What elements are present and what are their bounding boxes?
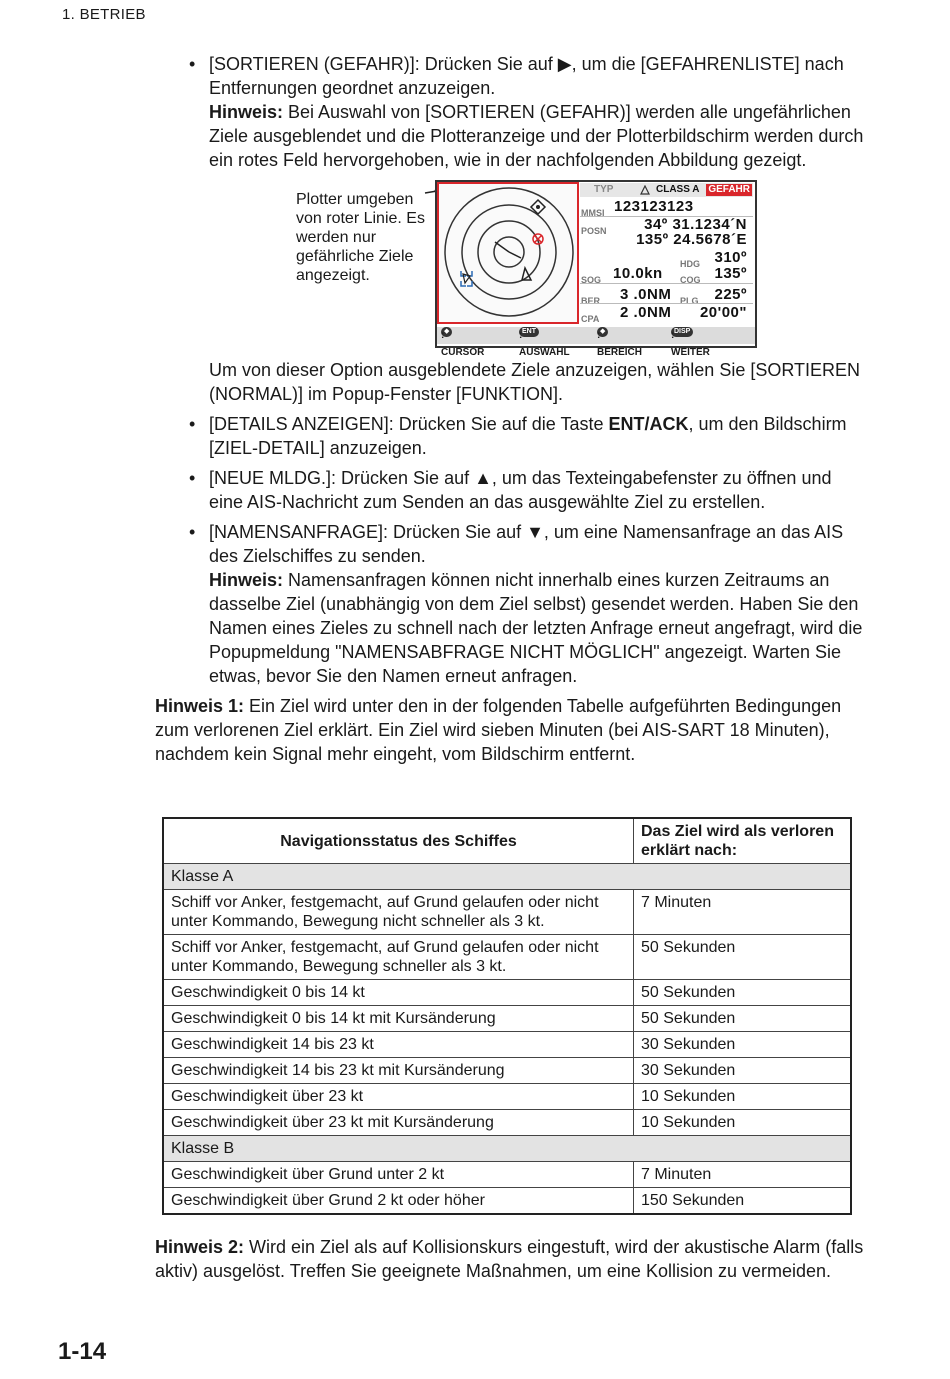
status-cell: Geschwindigkeit 0 bis 14 kt mit Kursänderung (163, 1006, 634, 1032)
section-label: Klasse A (163, 864, 851, 890)
status-cell: Geschwindigkeit 14 bis 23 kt (163, 1032, 634, 1058)
status-cell: Schiff vor Anker, festgemacht, auf Grund gelaufen oder nicht unter Kommando, Bewegung nicht schneller als 3 kt. (163, 890, 634, 935)
table-row (163, 1032, 851, 1058)
bullet-text: [NEUE MLDG.]: Drücken Sie auf ▲, um das Texteingabefenster zu öffnen und eine AIS-Nachricht zum Senden an das ausgewählte Ziel zu erstellen. (209, 468, 832, 512)
figure-caption: Plotter umgeben von roter Linie. Es werden nur gefährliche Ziele angezeigt. (296, 191, 425, 284)
target-info-panel (580, 183, 753, 325)
class-label: CLASS A (656, 184, 700, 195)
key-label: ENT/ACK (608, 414, 689, 434)
lost-after-cell: 7 Minuten (634, 890, 852, 935)
ber-label: BER (581, 296, 601, 306)
cog-label: COG (680, 275, 701, 285)
bullet-text: [NAMENSANFRAGE]: Drücken Sie auf ▼, um eine Namensanfrage an das AIS des Zielschiffes zu senden. (209, 522, 844, 566)
lost-after-cell: 10 Sekunden (634, 1084, 852, 1110)
lost-after-cell: 50 Sekunden (634, 1006, 852, 1032)
bullet-text: , um den Bildschirm [ZIEL-DETAIL] anzuzeigen. (209, 414, 847, 458)
table-row (163, 1110, 851, 1136)
lost-target-table (162, 817, 852, 1215)
status-cell: Geschwindigkeit 0 bis 14 kt (163, 980, 634, 1006)
column-header-lost-after: Das Ziel wird als verloren erklärt nach: (634, 818, 852, 864)
ship-type-icon (638, 185, 652, 195)
note-text: Bei Auswahl von [SORTIEREN (GEFAHR)] werden alle ungefährlichen Ziele ausgeblendet und die Plotteranzeige und der Plotterbildschirm werden durch ein rotes Feld hervorgehoben, wie in der nachfolgenden Abbildung gezeigt. (209, 102, 864, 170)
table-row (163, 935, 851, 980)
note-label: Hinweis 1: (155, 696, 245, 716)
status-cell: Schiff vor Anker, festgemacht, auf Grund gelaufen oder nicht unter Kommando, Bewegung schneller als 3 kt. (163, 935, 634, 980)
sog-value: 10.0kn (613, 265, 663, 282)
lost-after-cell: 150 Sekunden (634, 1188, 852, 1215)
ais-display-screen (435, 180, 757, 358)
ent-key-icon: ENT (519, 327, 539, 337)
tcpa-value: 20'00" (699, 304, 747, 321)
info-header (580, 183, 753, 197)
note-label: Hinweis 2: (155, 1237, 245, 1257)
latitude-value: 34º 31.1234´N (644, 216, 747, 233)
disp-key-icon: DISP (671, 327, 693, 337)
note-2 (155, 1235, 865, 1283)
table-row (163, 1084, 851, 1110)
bullet-dot: • (189, 468, 196, 488)
table-section-row (163, 1136, 851, 1162)
plotter-display (437, 182, 579, 324)
table-section-row (163, 864, 851, 890)
page-number: 1-14 (58, 1338, 107, 1365)
status-cell: Geschwindigkeit über Grund 2 kt oder höher (163, 1188, 634, 1215)
status-cell: Geschwindigkeit 14 bis 23 kt mit Kursänderung (163, 1058, 634, 1084)
status-cell: Geschwindigkeit über Grund unter 2 kt (163, 1162, 634, 1188)
cursor-pad-icon: ◆ (441, 327, 452, 337)
bullet-text: [SORTIEREN (GEFAHR)]: Drücken Sie auf ▶, um die [GEFAHRENLISTE] nach Entfernungen geordnet anzuzeigen. (209, 54, 844, 98)
lost-after-cell: 50 Sekunden (634, 980, 852, 1006)
plotter-figure (209, 180, 865, 358)
table-row (163, 1058, 851, 1084)
column-header-status: Navigationsstatus des Schiffes (163, 818, 634, 864)
danger-badge: GEFAHR (708, 184, 750, 195)
table-row (163, 980, 851, 1006)
plotter-radar-rings (439, 184, 581, 326)
list-item-neue-mldg (189, 466, 865, 514)
plg-label: PLG (680, 296, 699, 306)
main-content (155, 52, 865, 766)
note-label: Hinweis: (209, 102, 284, 122)
lost-after-cell: 30 Sekunden (634, 1058, 852, 1084)
note-1 (155, 694, 865, 766)
status-cell: Geschwindigkeit über 23 kt (163, 1084, 634, 1110)
table-row (163, 890, 851, 935)
cog-value: 135º (714, 265, 747, 282)
table-header-row (163, 818, 851, 864)
status-cell: Geschwindigkeit über 23 kt mit Kursänderung (163, 1110, 634, 1136)
longitude-value: 135º 24.5678´E (636, 231, 747, 248)
divider (580, 283, 753, 284)
bullet-text: [DETAILS ANZEIGEN]: Drücken Sie auf die Taste (209, 414, 609, 434)
cpa-label: CPA (581, 314, 600, 324)
chapter-header: 1. BETRIEB (62, 6, 146, 23)
note-text: Ein Ziel wird unter den in der folgenden Tabelle aufgeführten Bedingungen zum verlorenen Ziel erklärt. Ein Ziel wird sieben Minuten (bei AIS-SART 18 Minuten), nachdem kein Signal mehr eingeht, vom Bildschirm entfernt. (155, 696, 842, 764)
option-list (155, 52, 865, 688)
hdg-value: 310º (714, 249, 747, 266)
note-text: Wird ein Ziel als auf Kollisionskurs eingestuft, wird der akustische Alarm (falls aktiv) ausgelöst. Treffen Sie geeignete Maßnahmen, um eine Kollision zu vermeiden. (155, 1237, 864, 1281)
note-text: Namensanfragen können nicht innerhalb eines kurzen Zeitraums an dasselbe Ziel (unabhängig von dem Ziel selbst) gesendet werden. Haben Sie den Namen eines Zieles zu schnell nach der letzten Anfrage erneut angefragt, wird die Popupmeldung "NAMENSABFRAGE NICHT MÖGLICH" angezeigt. Warten Sie etwas, bevor Sie den Namen erneut anfragen. (209, 570, 863, 686)
mmsi-value: 123123123 (614, 198, 694, 215)
table-row (163, 1162, 851, 1188)
range-key-icon: ◆ (597, 327, 608, 337)
mmsi-label: MMSI (581, 208, 605, 218)
bullet-dot: • (189, 414, 196, 434)
table-row (163, 1188, 851, 1215)
note-label: Hinweis: (209, 570, 284, 590)
ber-value: 3 .0NM (620, 286, 672, 303)
after-figure-text: Um von dieser Option ausgeblendete Ziele anzuzeigen, wählen Sie [SORTIEREN (NORMAL)] im Popup-Fenster [FUNKTION]. (209, 360, 861, 404)
typ-label: TYP (594, 184, 614, 195)
cpa-value: 2 .0NM (620, 304, 672, 321)
lost-after-cell: 10 Sekunden (634, 1110, 852, 1136)
lost-target-table-wrapper (162, 817, 852, 1215)
bullet-dot: • (189, 522, 196, 542)
list-item-namensanfrage (189, 520, 865, 688)
sog-label: SOG (581, 275, 602, 285)
lost-after-cell: 50 Sekunden (634, 935, 852, 980)
bullet-dot: • (189, 54, 196, 74)
table-body (163, 864, 851, 1215)
list-item-details (189, 412, 865, 460)
lost-after-cell: 7 Minuten (634, 1162, 852, 1188)
lost-after-cell: 30 Sekunden (634, 1032, 852, 1058)
hdg-label: HDG (680, 259, 700, 269)
key-guide-bar: ◆ : CURSOR ENT : AUSWAHL ◆ : BEREICH DISP : WEITER (437, 327, 755, 344)
table-row (163, 1006, 851, 1032)
posn-label: POSN (581, 226, 607, 236)
section-label: Klasse B (163, 1136, 851, 1162)
list-item-sortieren (189, 52, 865, 406)
plg-value: 225º (714, 286, 747, 303)
